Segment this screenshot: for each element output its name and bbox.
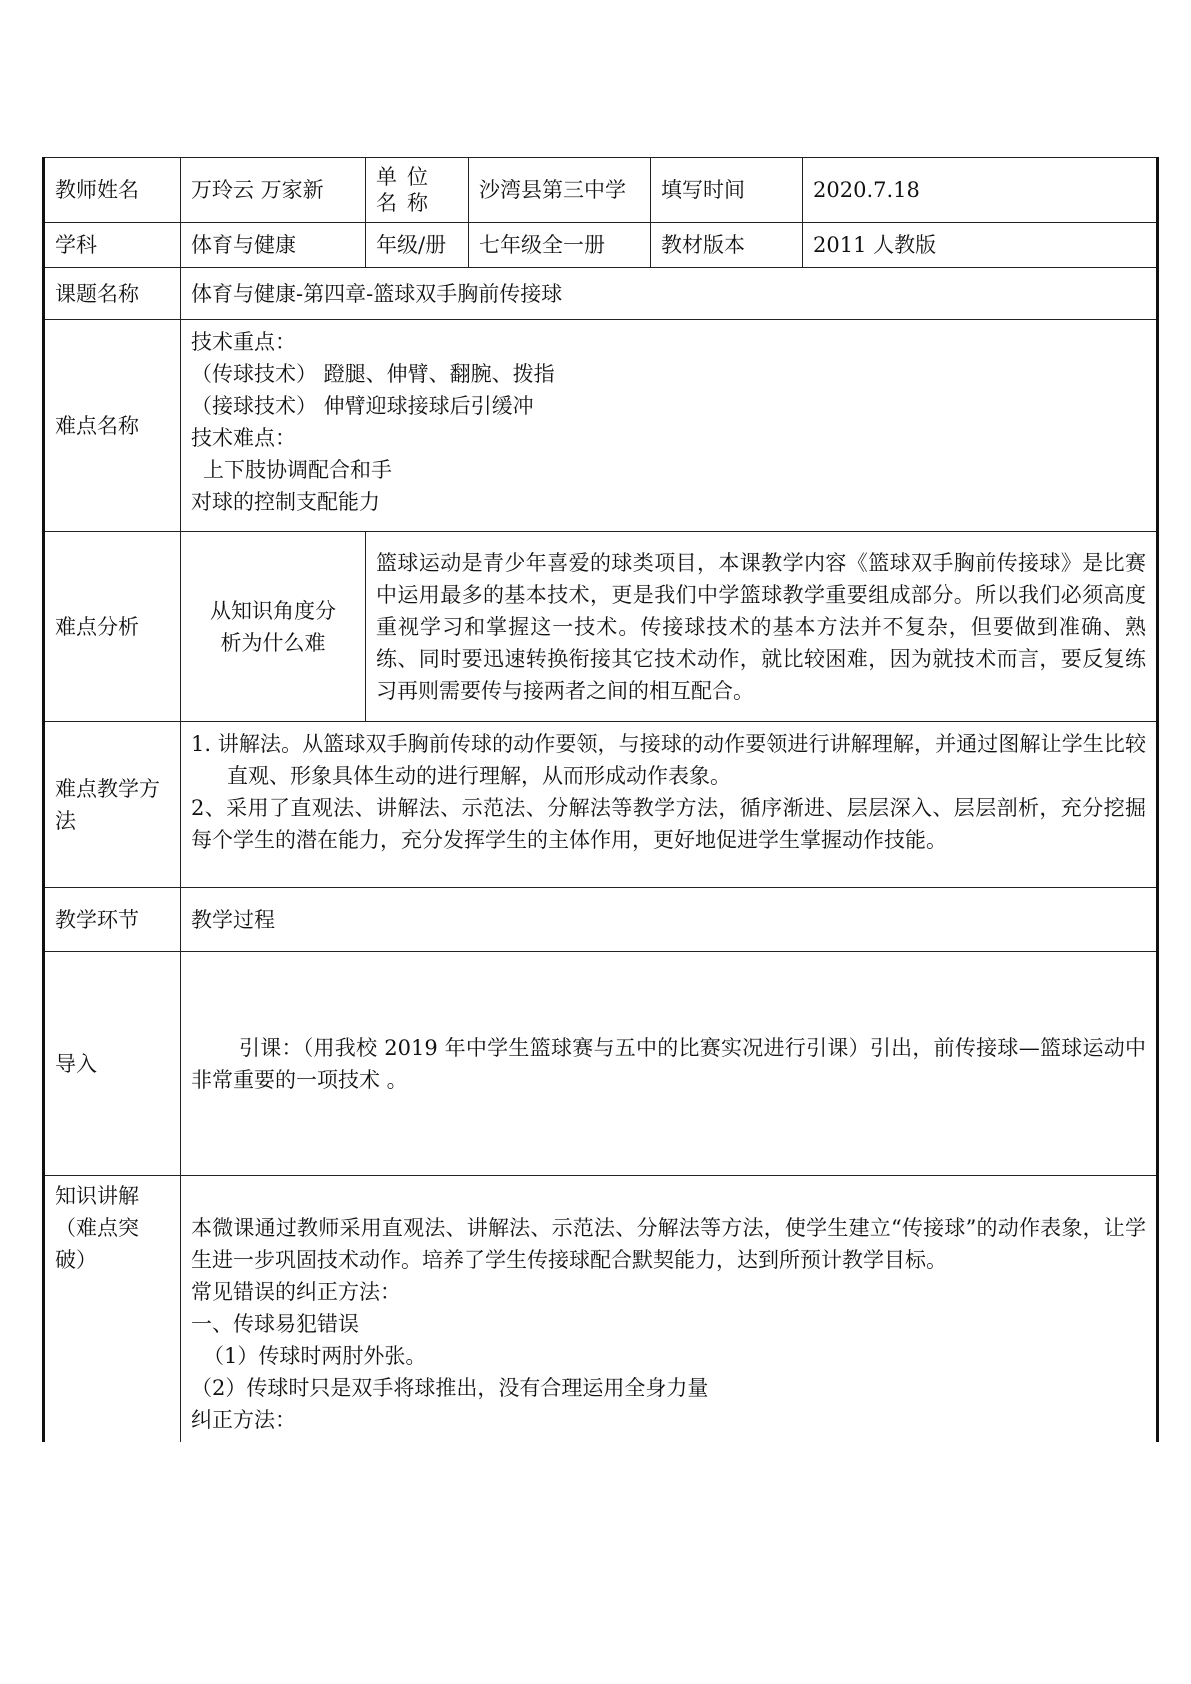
pass-error-1: （1）传球时两肘外张。 bbox=[203, 1344, 427, 1368]
teaching-method-label: 难点教学方法 bbox=[44, 722, 181, 888]
row-teaching-step bbox=[44, 888, 1158, 952]
teaching-step-value: 教学过程 bbox=[181, 888, 1158, 952]
teaching-method-content bbox=[181, 722, 1158, 888]
knowledge-content bbox=[181, 1176, 1158, 1443]
teacher-name-value: 万玲云 万家新 bbox=[181, 158, 366, 223]
edition-label: 教材版本 bbox=[651, 223, 803, 268]
introduction-label: 导入 bbox=[44, 952, 181, 1176]
difficulty-line-1: 上下肢协调配合和手 bbox=[203, 458, 392, 482]
grade-label: 年级/册 bbox=[366, 223, 469, 268]
row-knowledge bbox=[44, 1176, 1158, 1443]
tech-key-heading: 技术重点： bbox=[191, 330, 296, 354]
grade-value: 七年级全一册 bbox=[469, 223, 651, 268]
subject-label: 学科 bbox=[44, 223, 181, 268]
receive-technique-line: （接球技术） 伸臂迎球接球后引缓冲 bbox=[191, 394, 534, 418]
method-item-2: 2、采用了直观法、讲解法、示范法、分解法等教学方法，循序渐进、层层深入、层层剖析，充分挖掘每个学生的潜在能力，充分发挥学生的主体作用，更好地促进学生掌握动作技能。 bbox=[191, 796, 1146, 852]
row-difficulty-name bbox=[44, 320, 1158, 532]
unit-name-label-text: 单位名称 bbox=[376, 165, 438, 215]
introduction-paragraph: 引课：（用我校 2019 年中学生篮球赛与五中的比赛实况进行引课）引出，前传接球—篮球运动中非常重要的一项技术 。 bbox=[191, 1035, 1146, 1092]
analysis-text: 篮球运动是青少年喜爱的球类项目，本课教学内容《篮球双手胸前传接球》是比赛中运用最多的基本技术，更是我们中学篮球教学重要组成部分。所以我们必须高度重视学习和掌握这一技术。传接球技术的基本方法并不复杂，但要做到准确、熟练、同时要迅速转换衔接其它技术动作，就比较困难，因为就技术而言，要反复练习再则需要传与接两者之间的相互配合。 bbox=[366, 532, 1158, 722]
knowledge-paragraph: 本微课通过教师采用直观法、讲解法、示范法、分解法等方法，使学生建立“传接球”的动作表象，让学生进一步巩固技术动作。培养了学生传接球配合默契能力，达到所预计教学目标。 bbox=[191, 1216, 1146, 1272]
pass-error-2: （2）传球时只是双手将球推出，没有合理运用全身力量 bbox=[191, 1376, 709, 1400]
difficulty-name-label: 难点名称 bbox=[44, 320, 181, 532]
subject-value: 体育与健康 bbox=[181, 223, 366, 268]
difficulty-name-content bbox=[181, 320, 1158, 532]
method-item-1: 1. 讲解法。从篮球双手胸前传球的动作要领，与接球的动作要领进行讲解理解，并通过图解让学生比较直观、形象具体生动的进行理解，从而形成动作表象。 bbox=[191, 732, 1146, 788]
difficulty-line-2: 对球的控制支配能力 bbox=[191, 490, 380, 514]
row-introduction bbox=[44, 952, 1158, 1176]
fill-date-value: 2020.7.18 bbox=[803, 158, 1158, 223]
pass-errors-heading: 一、传球易犯错误 bbox=[191, 1312, 359, 1336]
lesson-plan-table bbox=[42, 157, 1159, 1442]
topic-label: 课题名称 bbox=[44, 268, 181, 320]
row-topic bbox=[44, 268, 1158, 320]
tech-difficulty-heading: 技术难点： bbox=[191, 426, 296, 450]
pass-technique-line: （传球技术） 蹬腿、伸臂、翻腕、拨指 bbox=[191, 362, 555, 386]
row-teacher bbox=[44, 158, 1158, 223]
topic-value: 体育与健康-第四章-篮球双手胸前传接球 bbox=[181, 268, 1158, 320]
row-teaching-method bbox=[44, 722, 1158, 888]
unit-name-value: 沙湾县第三中学 bbox=[469, 158, 651, 223]
row-subject bbox=[44, 223, 1158, 268]
teacher-name-label: 教师姓名 bbox=[44, 158, 181, 223]
errors-heading: 常见错误的纠正方法： bbox=[191, 1280, 401, 1304]
knowledge-label: 知识讲解（难点突破） bbox=[44, 1176, 181, 1443]
introduction-text bbox=[181, 952, 1158, 1176]
unit-name-label bbox=[366, 158, 469, 223]
teaching-step-label: 教学环节 bbox=[44, 888, 181, 952]
fill-date-label: 填写时间 bbox=[651, 158, 803, 223]
analysis-sub-label: 从知识角度分析为什么难 bbox=[181, 532, 366, 722]
correction-heading: 纠正方法： bbox=[191, 1408, 296, 1432]
edition-value: 2011 人教版 bbox=[803, 223, 1158, 268]
difficulty-analysis-label: 难点分析 bbox=[44, 532, 181, 722]
row-difficulty-analysis bbox=[44, 532, 1158, 722]
